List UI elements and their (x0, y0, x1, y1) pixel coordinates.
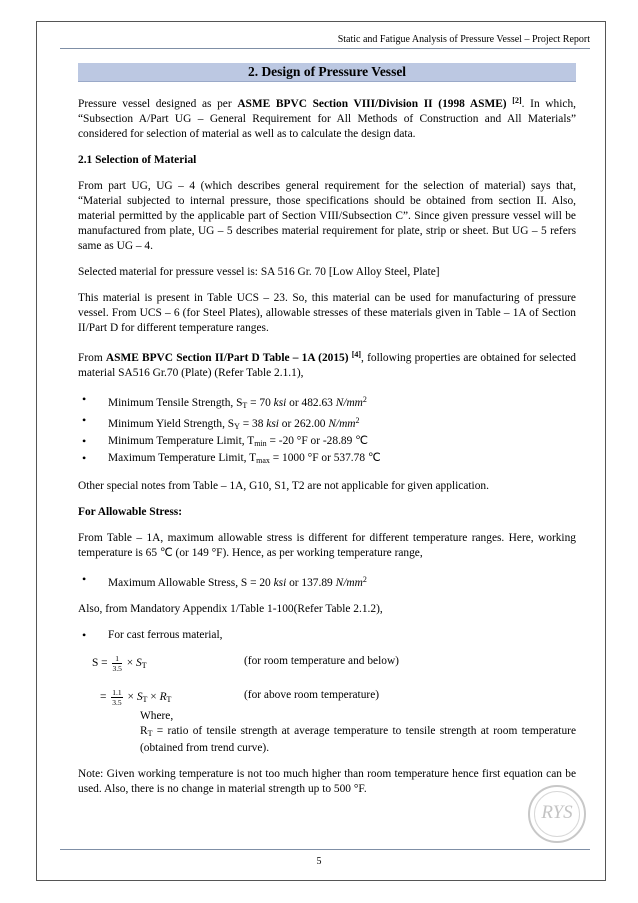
list-item: • Maximum Temperature Limit, $T_{max} = 1000$ °F or 537.78 ℃ (78, 451, 576, 468)
ug4-paragraph: From part UG, UG – 4 (which describes general requirement for the selection of material) says that, “Material subjected to internal pressure, those specifications should be obtained from section II. Also, material permitted by the applicable part of Section VIII/Subsection C”. Since given pressure vessel will be manufactured from plate, UG – 5 describes material requirement for plate, strip or sheet. But UG – 5 refers same as UG – 4. (78, 180, 576, 252)
subsection-title: 2.1 Selection of Material (78, 154, 197, 166)
list-item: • Minimum Yield Strength, $S_Y = 38$ ksi or 262.00 $N/mm^2$ (78, 413, 576, 434)
appendix-paragraph: Also, from Mandatory Appendix 1/Table 1-100(Refer Table 2.1.2), (78, 603, 383, 615)
running-header: Static and Fatigue Analysis of Pressure Vessel – Project Report (337, 34, 590, 45)
list-item: • Minimum Temperature Limit, $T_{min} = -20$ °F or -28.89 ℃ (78, 434, 576, 451)
rys-watermark-logo: RYS (528, 785, 586, 843)
equation-condition: (for above room temperature) (244, 689, 380, 701)
note-paragraph: Note: Given working temperature is not too much higher than room temperature hence first equation can be used. Also, there is no change in material strength up to 500 °F. (78, 768, 576, 795)
document-body (78, 93, 576, 808)
list-item: • Minimum Tensile Strength, $S_T = 70$ ksi or 482.63 $N/mm^2$ (78, 392, 576, 413)
special-notes-paragraph: Other special notes from Table – 1A, G10, S1, T2 are not applicable for given application. (78, 480, 489, 492)
material-properties-list (78, 392, 576, 468)
intro-text-2: . In which, “Subsection A/Part UG – General Requirement for All Methods of Construction and All Materials” considered for selection of material as well as to calculate the design data. (78, 98, 576, 140)
fraction: $\frac{1}{3.5}$ (112, 654, 122, 673)
intro-paragraph (78, 93, 576, 142)
equation-room-temperature: S = $\frac{1}{3.5}$ × $S_T$ (for room temperature and below) (92, 654, 399, 673)
table-standard: ASME BPVC Section II/Part D Table – 1A (2015) (105, 352, 349, 364)
section-title: 2. Design of Pressure Vessel (78, 63, 576, 82)
footer-divider (60, 849, 590, 850)
allowable-stress-title: For Allowable Stress: (78, 506, 182, 518)
equation-above-room-temperature: = $\frac{1.1}{3.5}$ × $S_T \times R_T$ (for above room temperature) (100, 688, 380, 707)
page-number: 5 (316, 856, 322, 867)
fraction: $\frac{1.1}{3.5}$ (112, 688, 122, 707)
selected-material-paragraph: Selected material for pressure vessel is: SA 516 Gr. 70 [Low Alloy Steel, Plate] (78, 266, 440, 278)
ucs-paragraph: This material is present in Table UCS – 23. So, this material can be used for manufacturing of pressure vessel. From UCS – 6 (for Steel Plates), allowable stresses of these materials given in Table – 1A of Section II/Part D for different temperature ranges. (78, 292, 576, 334)
table-text-2: , following properties are obtained for selected material SA516 Gr.70 (Plate) (Refer Table 2.1.1), (78, 352, 576, 379)
cast-material-list (78, 628, 576, 643)
table-paragraph (78, 347, 576, 381)
header-divider (60, 48, 590, 49)
intro-standard: ASME BPVC Section VIII/Division II (1998 ASME) (237, 98, 507, 110)
table-reference: [4] (351, 350, 362, 359)
equation-condition: (for room temperature and below) (244, 655, 399, 667)
list-item: • Maximum Allowable Stress, S = 20 ksi or 137.89 $N/mm^2$ (78, 572, 576, 591)
list-item: • For cast ferrous material, (78, 628, 576, 643)
intro-text-1: Pressure vessel designed as per (78, 98, 238, 110)
allowable-stress-list (78, 572, 576, 591)
allowable-paragraph: From Table – 1A, maximum allowable stress is different for different temperature ranges. Here, working temperature is 65 ℃ (or 149 °F). Hence, as per working temperature range, (78, 532, 576, 559)
table-text-1: From (78, 352, 106, 364)
intro-reference: [2] (512, 96, 522, 105)
where-definition: Where, $R_T$ = ratio of tensile strength at average temperature to tensile strength at room temperature (obtained from trend curve). (140, 710, 576, 754)
